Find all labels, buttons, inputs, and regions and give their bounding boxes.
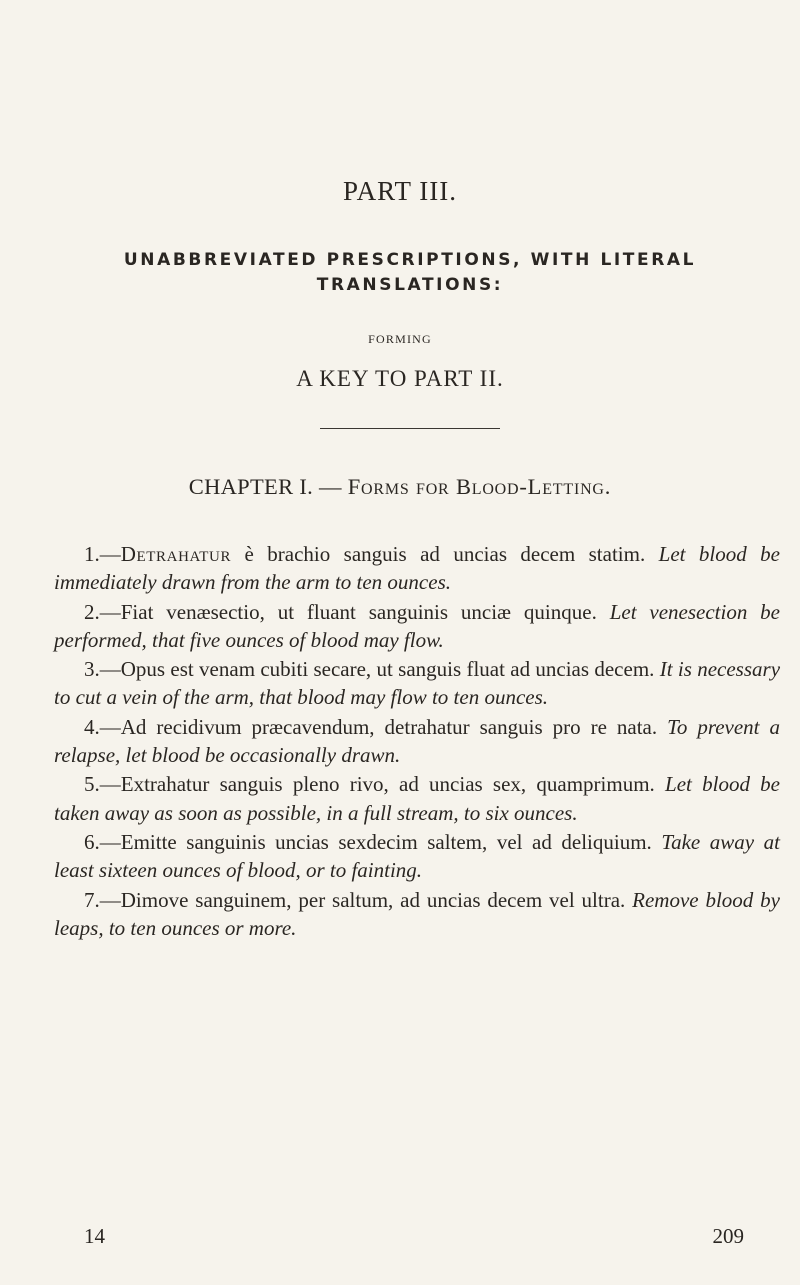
prescription-item [54,828,780,885]
translation-text: Remove blood by leaps, to ten ounces or more. [54,887,780,940]
signature-mark: 14 [84,1224,105,1248]
latin-lead-word: Detrahatur [120,542,232,566]
subtitle-line-1: UNABBREVIATED PRESCRIPTIONS, WITH LITERAL [123,250,697,270]
part-title: PART III. [343,176,457,206]
key-heading: A KEY TO PART II. [296,366,504,391]
item-number: 2.— [84,599,121,624]
translation-text: Let blood be taken away as soon as possible, in a full stream, to six ounces. [54,772,780,825]
item-number: 6.— [84,829,121,854]
latin-text: è brachio sanguis ad uncias decem statim. [231,542,646,566]
prescription-item [54,655,780,712]
page-number: 209 [712,1224,744,1248]
chapter-heading [30,474,770,500]
prescription-item [54,886,780,943]
translation-text: Let blood be immediately drawn from the arm to ten ounces. [54,542,780,595]
prescription-item [54,598,780,655]
latin-text: Emitte sanguinis uncias sexdecim saltem, vel ad deliquium. [120,829,652,854]
latin-text: Dimove sanguinem, per saltum, ad uncias decem vel ultra. [120,887,626,912]
prescription-list [54,540,780,943]
latin-text: Extrahatur sanguis pleno rivo, ad uncias sex, quamprimum. [120,772,655,797]
chapter-number: CHAPTER I. — [188,474,342,499]
item-number: 4.— [84,714,121,739]
item-number: 7.— [84,887,121,912]
prescription-item [54,770,780,827]
prescription-item [54,540,780,597]
latin-text: Opus est venam cubiti secare, ut sanguis fluat ad uncias decem. [120,657,655,682]
subtitle-line-2: TRANSLATIONS: [316,275,504,295]
translation-text: It is necessary to cut a vein of the arm, that blood may flow to ten ounces. [54,657,781,710]
chapter-title: Forms for Blood-Letting. [347,474,612,499]
translation-text: Let venesection be performed, that five ounces of blood may flow. [54,599,780,652]
section-divider [320,428,500,429]
latin-text: Fiat venæsectio, ut fluant sanguinis unciæ quinque. [120,599,597,624]
latin-text: Ad recidivum præcavendum, detrahatur sanguis pro re nata. [120,714,658,739]
item-number: 1.— [84,542,121,566]
prescription-item [54,713,780,770]
translation-text: To prevent a relapse, let blood be occasionally drawn. [54,714,780,768]
forming-label: FORMING [368,332,432,346]
translation-text: Take away at least sixteen ounces of blood, or to fainting. [54,829,780,883]
item-number: 5.— [84,772,121,797]
item-number: 3.— [84,657,121,682]
